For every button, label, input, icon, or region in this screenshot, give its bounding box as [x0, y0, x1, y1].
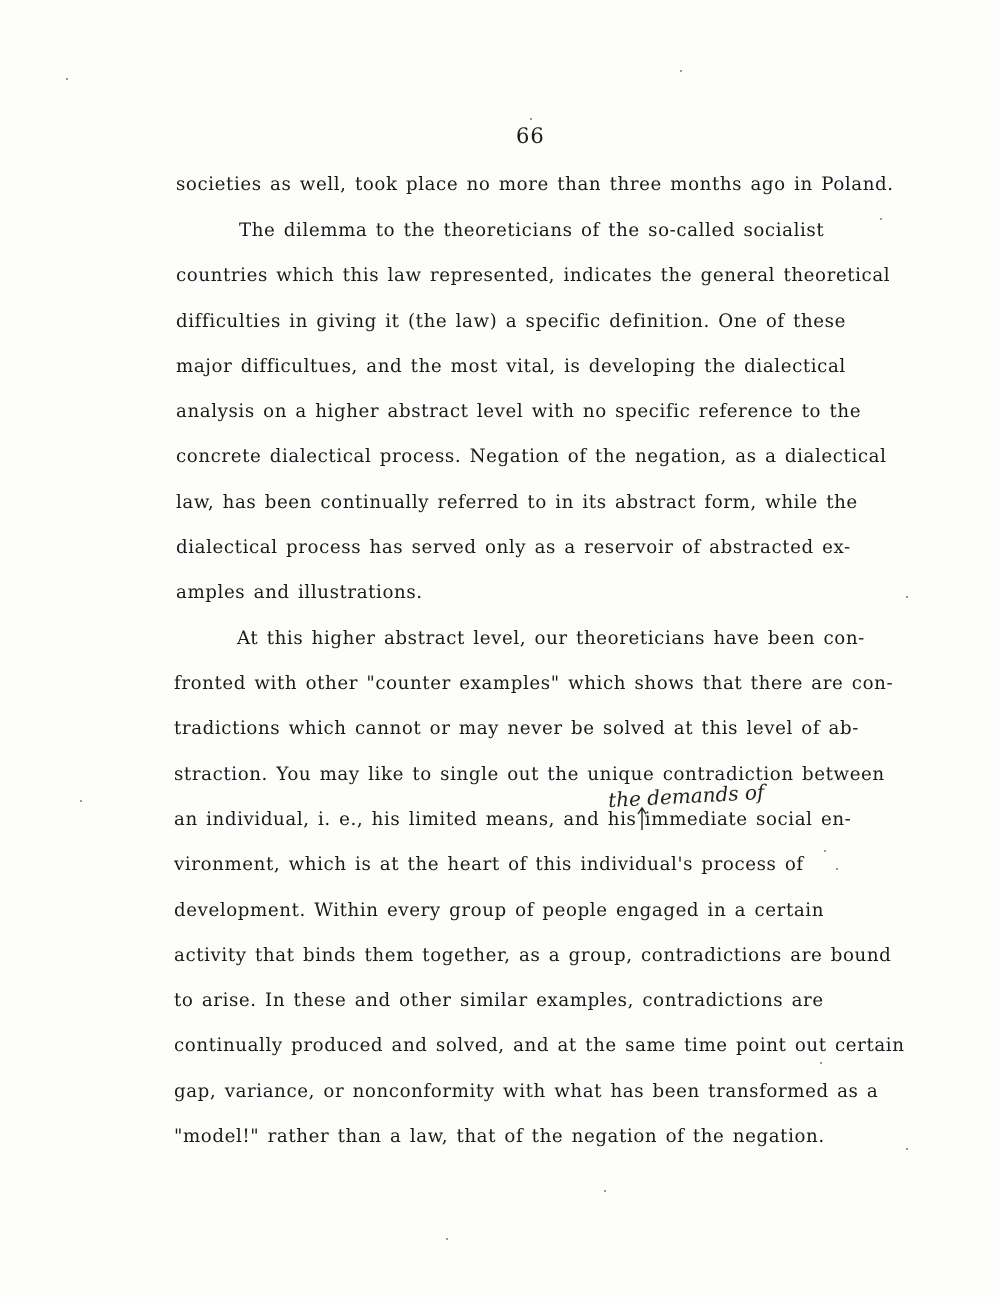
handwritten-insertion: the demands of: [607, 779, 765, 813]
text-line: countries which this law represented, indicates the general theoretical: [176, 265, 891, 286]
scan-speck: [906, 1148, 908, 1150]
text-line: "model!" rather than a law, that of the negation of the negation.: [174, 1126, 825, 1147]
insertion-caret-mark: [636, 806, 648, 832]
scan-speck: [824, 850, 826, 852]
text-line: societies as well, took place no more than three months ago in Poland.: [176, 174, 894, 195]
text-line: activity that binds them together, as a group, contradictions are bound: [174, 945, 892, 966]
text-line: The dilemma to the theoreticians of the so-called socialist: [239, 220, 825, 241]
scan-speck: [836, 868, 838, 870]
text-line: development. Within every group of people engaged in a certain: [174, 900, 825, 921]
text-line: straction. You may like to single out the unique contradiction between: [174, 764, 885, 785]
text-line: concrete dialectical process. Negation of the negation, as a dialectical: [176, 446, 887, 467]
scan-speck: [80, 800, 82, 802]
scan-speck: [530, 118, 532, 120]
text-line: amples and illustrations.: [176, 582, 423, 603]
text-line: continually produced and solved, and at the same time point out certain: [174, 1035, 905, 1056]
text-line: major difficultues, and the most vital, is developing the dialectical: [176, 356, 846, 377]
text-line: to arise. In these and other similar examples, contradictions are: [174, 990, 824, 1011]
text-line: At this higher abstract level, our theoreticians have been con-: [237, 628, 865, 649]
text-line: fronted with other "counter examples" which shows that there are con-: [174, 673, 894, 694]
scan-speck: [446, 1238, 448, 1240]
scan-speck: [880, 218, 882, 220]
scan-speck: [66, 78, 68, 80]
text-line: vironment, which is at the heart of this individual's process of: [174, 854, 804, 875]
text-line: an individual, i. e., his limited means, and his immediate social en-: [174, 809, 852, 830]
scan-speck: [906, 596, 908, 598]
text-line: law, has been continually referred to in its abstract form, while the: [176, 492, 858, 513]
text-line: tradictions which cannot or may never be solved at this level of ab-: [174, 718, 859, 739]
text-line: dialectical process has served only as a reservoir of abstracted ex-: [176, 537, 851, 558]
text-line: gap, variance, or nonconformity with what has been transformed as a: [174, 1081, 879, 1102]
text-line: difficulties in giving it (the law) a specific definition. One of these: [176, 311, 846, 332]
scan-speck: [820, 1062, 822, 1064]
scan-speck: [680, 70, 682, 72]
scan-speck: [604, 1190, 606, 1192]
text-line: analysis on a higher abstract level with no specific reference to the: [176, 401, 862, 422]
page-number: 66: [516, 124, 545, 148]
